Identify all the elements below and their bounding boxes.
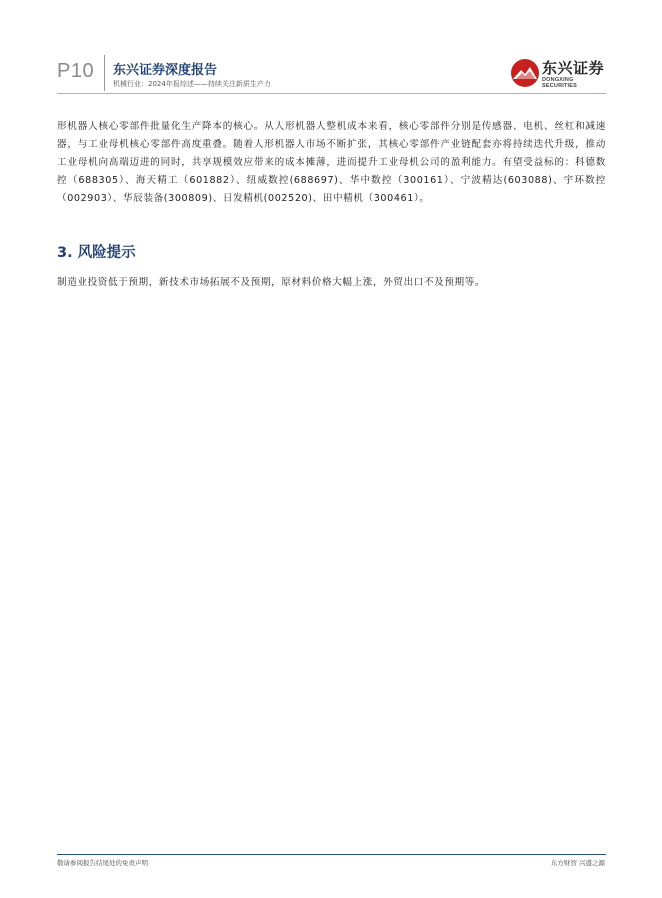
body-paragraph-2: 制造业投资低于预期，新技术市场拓展不及预期，原材料价格大幅上涨，外贸出口不及预期等。 [57, 277, 486, 288]
header-rule [57, 93, 606, 94]
company-logo [510, 56, 610, 90]
body-paragraph-1: 形机器人核心零部件批量化生产降本的核心。从人形机器人整机成本来看，核心零部件分别是传感器、电机、丝杠和减速器，与工业母机核心零部件高度重叠。随着人形机器人市场不断扩张，其核心零部件产业链配套亦将持续迭代升级，推动工业母机向高端迈进的同时，共享规模效应带来的成本摊薄，进而提升工业母机公司的盈利能力。有望受益标的：科德数控（688305）、海天精工（601882）、纽威数控(688697)、华中数控（300161）、宁波精达(603088)、宇环数控（002903）、华辰装备(300809)、日发精机(002520)、田中精机（300461）。 [57, 121, 606, 204]
report-subtitle: 机械行业：2024年报综述——持续关注新质生产力 [113, 80, 271, 88]
page-number: P10 [57, 60, 95, 82]
logo-name-cn: 东兴证券 [542, 59, 605, 77]
report-type-title: 东兴证券深度报告 [113, 63, 218, 78]
footer-rule [57, 854, 606, 855]
logo-name-en: DONGXING SECURITIES [542, 77, 578, 89]
logo-emblem-icon [510, 58, 540, 88]
header-divider [104, 55, 105, 91]
section-heading-risk: 3. 风险提示 [57, 245, 136, 261]
footer-disclaimer: 敬请参阅报告结尾处的免责声明 [57, 859, 148, 867]
footer-slogan: 东方财智 兴盛之源 [550, 859, 605, 867]
